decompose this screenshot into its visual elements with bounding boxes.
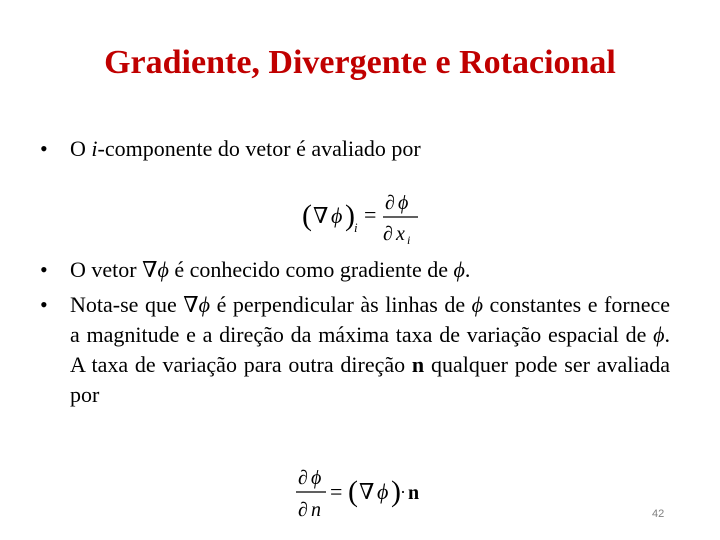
svg-text:=: = xyxy=(364,202,377,227)
svg-text:=: = xyxy=(330,479,343,504)
svg-text:ϕ: ϕ xyxy=(398,192,409,214)
svg-text:): ) xyxy=(345,199,355,232)
svg-text:(: ( xyxy=(348,475,358,508)
directional-derivative-equation xyxy=(292,462,432,526)
svg-text:∇: ∇ xyxy=(359,479,375,504)
page-number: 42 xyxy=(652,508,665,520)
svg-text:∂: ∂ xyxy=(383,223,393,245)
svg-text:): ) xyxy=(391,475,401,508)
bullet-symbol: • xyxy=(40,292,48,317)
svg-text:·: · xyxy=(400,482,406,502)
svg-text:i: i xyxy=(407,233,411,247)
svg-text:∂: ∂ xyxy=(298,499,308,521)
slide-title: Gradiente, Divergente e Rotacional xyxy=(104,44,616,81)
svg-text:∂: ∂ xyxy=(385,192,395,214)
bullet-1-text: O i-componente do vetor é avaliado por xyxy=(70,136,421,161)
bullet-symbol: • xyxy=(40,136,48,161)
svg-text:ϕ: ϕ xyxy=(331,203,343,228)
bullet-2-text: O vetor ∇ϕ é conhecido como gradiente de ϕ. xyxy=(70,257,471,282)
svg-text:i: i xyxy=(354,220,358,235)
svg-text:∇: ∇ xyxy=(313,203,329,228)
svg-text:ϕ: ϕ xyxy=(311,467,322,489)
svg-text:n: n xyxy=(311,499,321,521)
svg-text:x: x xyxy=(396,223,405,245)
svg-text:∂: ∂ xyxy=(298,467,308,489)
gradient-component-equation xyxy=(300,188,430,250)
bullet-symbol: • xyxy=(40,257,48,282)
svg-text:ϕ: ϕ xyxy=(377,479,389,504)
svg-text:(: ( xyxy=(302,199,312,232)
bullet-3-text: Nota-se que ∇ϕ é perpendicular às linhas de ϕ constantes e fornece a magnitude e a direção da máxima taxa de variação espacial de ϕ. A taxa de variação para outra direção n qualquer pode ser avaliada por xyxy=(70,292,671,407)
svg-text:n: n xyxy=(408,482,420,504)
